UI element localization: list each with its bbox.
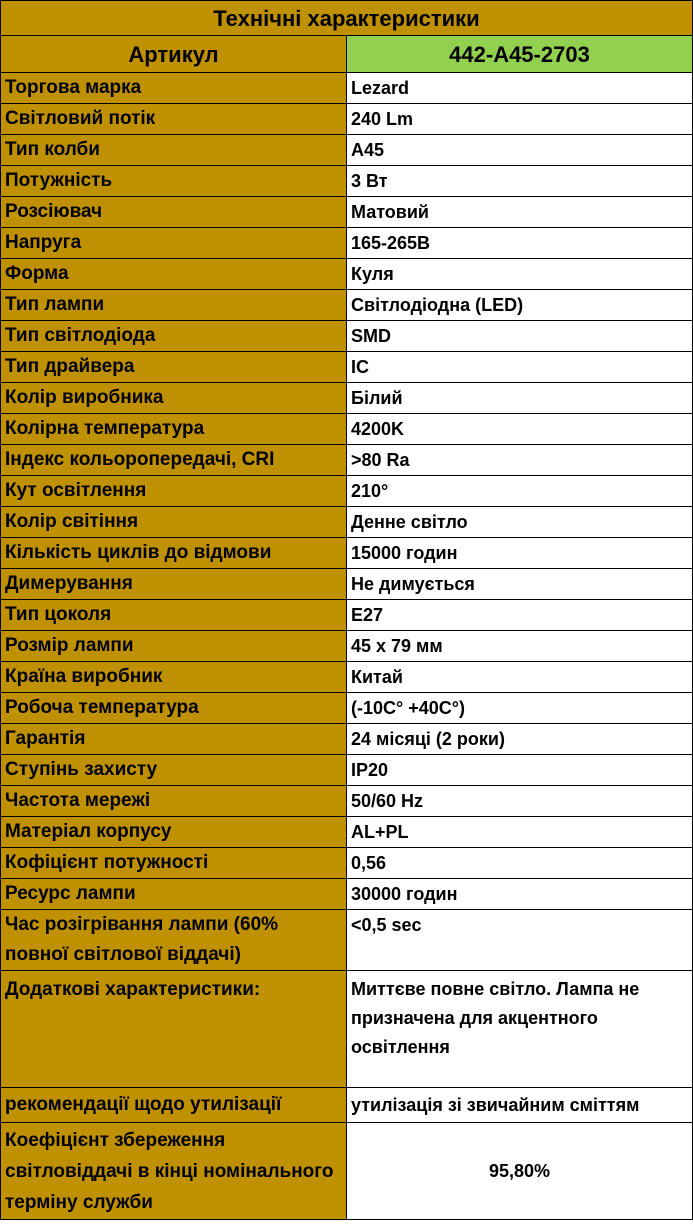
table-row (1, 848, 693, 879)
spec-value: >80 Ra (347, 445, 693, 476)
table-row (1, 166, 693, 197)
spec-table-footer (1, 910, 693, 1220)
spec-value: Світлодіодна (LED) (347, 290, 693, 321)
coefficient-label: Коефіцієнт збереження світловіддачі в кінці номінального терміну служби (1, 1123, 347, 1220)
table-row (1, 507, 693, 538)
extra-row (1, 971, 693, 1088)
table-row (1, 786, 693, 817)
table-row (1, 445, 693, 476)
table-row (1, 600, 693, 631)
table-row (1, 135, 693, 166)
article-value: 442-A45-2703 (347, 36, 693, 73)
spec-label: Тип лампи (1, 290, 347, 321)
article-row (1, 36, 693, 73)
spec-value: Lezard (347, 73, 693, 104)
coefficient-row (1, 1123, 693, 1220)
article-label: Артикул (1, 36, 347, 73)
table-row (1, 817, 693, 848)
spec-label: Тип драйвера (1, 352, 347, 383)
spec-label: Тип світлодіода (1, 321, 347, 352)
spec-label: Ресурс лампи (1, 879, 347, 910)
table-row (1, 879, 693, 910)
spec-label: Колір світіння (1, 507, 347, 538)
extra-value: Миттєве повне світло. Лампа не призначена для акцентного освітлення (347, 971, 693, 1088)
spec-label: Гарантія (1, 724, 347, 755)
table-row (1, 352, 693, 383)
spec-label: Тип цоколя (1, 600, 347, 631)
spec-label: Кількість циклів до відмови (1, 538, 347, 569)
spec-value: E27 (347, 600, 693, 631)
spec-value: 24 місяці (2 роки) (347, 724, 693, 755)
table-row (1, 73, 693, 104)
table-row (1, 259, 693, 290)
spec-value: 15000 годин (347, 538, 693, 569)
table-title: Технічні характеристики (1, 1, 693, 36)
table-row (1, 476, 693, 507)
spec-label: Торгова марка (1, 73, 347, 104)
spec-value: 240 Lm (347, 104, 693, 135)
table-row (1, 631, 693, 662)
spec-value: 30000 годин (347, 879, 693, 910)
coefficient-value: 95,80% (347, 1123, 693, 1220)
disposal-row (1, 1088, 693, 1123)
spec-value: Матовий (347, 197, 693, 228)
spec-label: Колірна температура (1, 414, 347, 445)
spec-label: Потужність (1, 166, 347, 197)
extra-label: Додаткові характеристики: (1, 971, 347, 1088)
spec-label: Форма (1, 259, 347, 290)
spec-value: Денне світло (347, 507, 693, 538)
spec-value: 3 Вт (347, 166, 693, 197)
spec-label: Димерування (1, 569, 347, 600)
table-row (1, 693, 693, 724)
spec-label: Матеріал корпусу (1, 817, 347, 848)
title-row (1, 1, 693, 36)
table-row (1, 321, 693, 352)
spec-value: A45 (347, 135, 693, 166)
table-row (1, 383, 693, 414)
table-row (1, 228, 693, 259)
spec-value: AL+PL (347, 817, 693, 848)
disposal-label: рекомендації щодо утилізації (1, 1088, 347, 1123)
disposal-value: утилізація зі звичайним сміттям (347, 1088, 693, 1123)
table-row (1, 569, 693, 600)
spec-value: IC (347, 352, 693, 383)
spec-value: Не димується (347, 569, 693, 600)
spec-label: Кофіцієнт потужності (1, 848, 347, 879)
table-row (1, 538, 693, 569)
spec-label: Напруга (1, 228, 347, 259)
table-row (1, 197, 693, 228)
warmup-label: Час розігрівання лампи (60% повної світлової віддачі) (1, 910, 347, 971)
spec-value: SMD (347, 321, 693, 352)
spec-value: 165-265В (347, 228, 693, 259)
spec-value: (-10C° +40C°) (347, 693, 693, 724)
spec-label: Тип колби (1, 135, 347, 166)
spec-value: 0,56 (347, 848, 693, 879)
spec-value: IP20 (347, 755, 693, 786)
spec-label: Розмір лампи (1, 631, 347, 662)
spec-label: Країна виробник (1, 662, 347, 693)
warmup-row (1, 910, 693, 971)
spec-label: Кут освітлення (1, 476, 347, 507)
spec-value: 50/60 Hz (347, 786, 693, 817)
spec-value: Куля (347, 259, 693, 290)
spec-label: Робоча температура (1, 693, 347, 724)
table-row (1, 755, 693, 786)
warmup-value: <0,5 sec (347, 910, 693, 971)
spec-label: Індекс кольоропередачі, CRI (1, 445, 347, 476)
table-row (1, 290, 693, 321)
spec-label: Колір виробника (1, 383, 347, 414)
table-row (1, 724, 693, 755)
spec-value: 45 x 79 мм (347, 631, 693, 662)
table-row (1, 662, 693, 693)
spec-label: Розсіювач (1, 197, 347, 228)
spec-value: 210° (347, 476, 693, 507)
spec-label: Частота мережі (1, 786, 347, 817)
spec-value: Китай (347, 662, 693, 693)
spec-label: Ступінь захисту (1, 755, 347, 786)
table-row (1, 104, 693, 135)
spec-value: 4200K (347, 414, 693, 445)
spec-table-body (1, 1, 693, 910)
table-row (1, 414, 693, 445)
spec-value: Білий (347, 383, 693, 414)
spec-label: Світловий потік (1, 104, 347, 135)
